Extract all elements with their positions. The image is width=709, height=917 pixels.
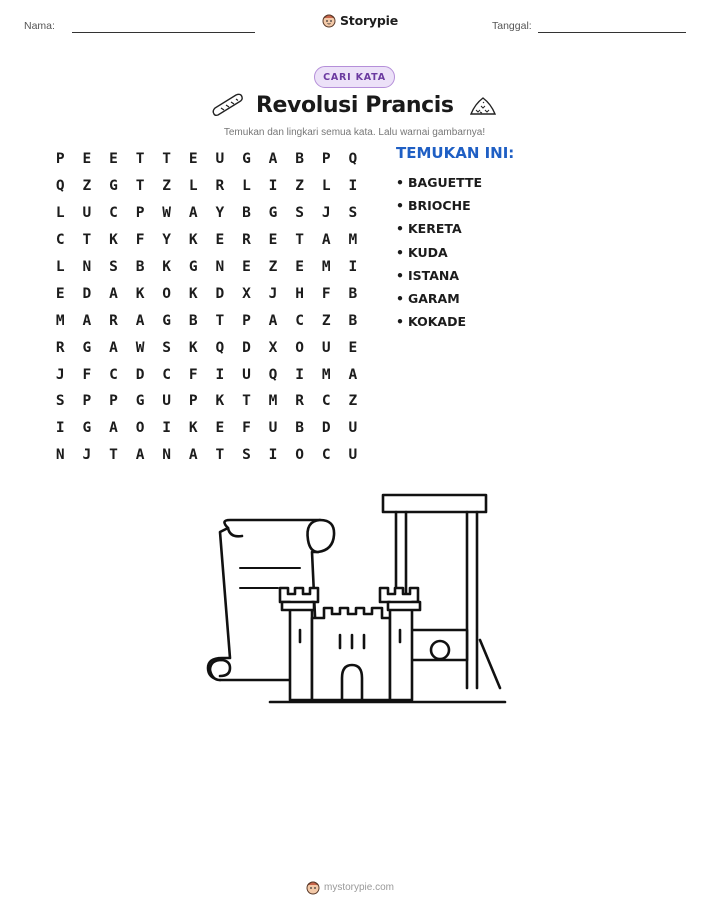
grid-letter[interactable]: U	[348, 447, 358, 464]
grid-letter[interactable]: T	[135, 151, 145, 168]
word-list-item	[396, 194, 482, 217]
grid-letter[interactable]: N	[162, 447, 172, 464]
grid-letter[interactable]: O	[162, 285, 172, 302]
grid-letter[interactable]: A	[348, 366, 358, 383]
grid-letter[interactable]: T	[295, 232, 304, 249]
grid-letter[interactable]: S	[162, 339, 172, 356]
grid-letter[interactable]: K	[109, 232, 118, 249]
grid-letter[interactable]: E	[295, 259, 304, 275]
grid-row	[47, 415, 366, 442]
word-list-item	[396, 217, 482, 240]
grid-letter[interactable]: F	[188, 366, 198, 383]
baguette-icon	[210, 92, 244, 118]
grid-letter[interactable]: F	[242, 420, 251, 437]
brand-logo	[322, 12, 398, 28]
grid-letter[interactable]: K	[215, 393, 225, 410]
grid-letter[interactable]: B	[348, 312, 358, 329]
grid-row	[47, 388, 366, 415]
grid-letter[interactable]: M	[268, 393, 278, 410]
bullet: •	[396, 244, 404, 260]
bullet: •	[396, 314, 404, 330]
grid-letter[interactable]: C	[109, 366, 118, 383]
grid-letter[interactable]: A	[109, 339, 118, 356]
grid-letter[interactable]: Q	[55, 178, 65, 195]
grid-letter[interactable]: R	[55, 339, 65, 356]
scroll-castle-guillotine-illustration	[200, 490, 510, 710]
bullet: •	[396, 198, 404, 214]
grid-letter[interactable]: E	[242, 259, 251, 275]
grid-letter[interactable]: F	[82, 366, 92, 383]
grid-letter[interactable]: E	[215, 232, 225, 249]
grid-letter[interactable]: N	[215, 259, 225, 275]
grid-letter[interactable]: G	[109, 178, 118, 195]
grid-letter[interactable]: G	[268, 205, 278, 222]
grid-letter[interactable]: D	[82, 285, 92, 302]
word-text: ISTANA	[408, 267, 460, 283]
grid-row	[47, 254, 366, 281]
footer-url: mystorypie.com	[324, 881, 395, 893]
grid-letter[interactable]: R	[109, 312, 118, 329]
word-list-title: TEMUKAN INI:	[396, 144, 515, 162]
grid-letter[interactable]: B	[295, 420, 304, 437]
grid-letter[interactable]: X	[268, 339, 278, 356]
grid-letter[interactable]: L	[188, 178, 198, 195]
grid-letter[interactable]: A	[109, 420, 118, 437]
grid-letter[interactable]: I	[295, 366, 304, 383]
bullet: •	[396, 221, 404, 237]
grid-letter[interactable]: E	[188, 151, 198, 168]
grid-row	[47, 227, 366, 254]
grid-letter[interactable]: A	[268, 151, 278, 168]
grid-letter[interactable]: U	[268, 420, 278, 437]
word-list-item	[396, 264, 482, 287]
grid-letter[interactable]: E	[55, 285, 65, 302]
grid-letter[interactable]: P	[188, 393, 198, 410]
grid-letter[interactable]: N	[82, 259, 92, 275]
grid-letter[interactable]: I	[162, 420, 172, 437]
grid-row	[47, 361, 366, 388]
grid-letter[interactable]: A	[321, 232, 331, 249]
grid-letter[interactable]: G	[162, 312, 172, 329]
grid-letter[interactable]: T	[215, 447, 225, 464]
grid-letter[interactable]: T	[162, 151, 172, 168]
grid-letter[interactable]: T	[242, 393, 251, 410]
grid-letter[interactable]: I	[268, 178, 278, 195]
word-text: BRIOCHE	[408, 198, 471, 214]
date-label: Tanggal:	[492, 20, 532, 32]
grid-letter[interactable]: U	[348, 420, 358, 437]
grid-letter[interactable]: Z	[82, 178, 92, 195]
grid-letter[interactable]: K	[188, 285, 198, 302]
grid-row	[47, 173, 366, 200]
grid-row	[47, 334, 366, 361]
grid-letter[interactable]: S	[109, 259, 118, 275]
grid-letter[interactable]: B	[295, 151, 304, 168]
grid-letter[interactable]: Q	[215, 339, 225, 356]
bullet: •	[396, 267, 404, 283]
instructions: Temukan dan lingkari semua kata. Lalu warnai gambarnya!	[223, 127, 486, 138]
word-list-item	[396, 287, 482, 310]
word-list-item	[396, 171, 482, 194]
grid-letter[interactable]: G	[242, 151, 251, 168]
grid-letter[interactable]: A	[109, 285, 118, 302]
grid-letter[interactable]: W	[135, 339, 145, 356]
grid-letter[interactable]: R	[242, 232, 251, 249]
bullet: •	[396, 291, 404, 307]
grid-letter[interactable]: Z	[321, 312, 331, 329]
grid-letter[interactable]: C	[321, 393, 331, 410]
grid-letter[interactable]: D	[321, 420, 331, 437]
grid-row	[47, 280, 366, 307]
grid-letter[interactable]: P	[321, 151, 331, 168]
grid-letter[interactable]: L	[55, 259, 65, 275]
grid-letter[interactable]: H	[295, 285, 304, 302]
bullet: •	[396, 175, 404, 191]
grid-letter[interactable]: P	[135, 205, 145, 222]
grid-letter[interactable]: O	[295, 447, 304, 464]
grid-letter[interactable]: U	[82, 205, 92, 222]
grid-letter[interactable]: L	[55, 205, 65, 222]
grid-letter[interactable]: E	[215, 420, 225, 437]
grid-letter[interactable]: E	[82, 151, 92, 168]
grid-letter[interactable]: S	[295, 205, 304, 222]
word-search-grid	[47, 146, 366, 469]
grid-letter[interactable]: K	[188, 232, 198, 249]
grid-letter[interactable]: B	[135, 259, 145, 275]
grid-letter[interactable]: J	[55, 366, 65, 383]
grid-letter[interactable]: Z	[348, 393, 358, 410]
grid-letter[interactable]: S	[55, 393, 65, 410]
grid-letter[interactable]: U	[162, 393, 172, 410]
date-line	[538, 32, 686, 33]
grid-letter[interactable]: G	[135, 393, 145, 410]
grid-letter[interactable]: A	[135, 312, 145, 329]
grid-letter[interactable]: A	[82, 312, 92, 329]
grid-letter[interactable]: I	[348, 178, 358, 195]
grid-letter[interactable]: I	[348, 259, 358, 275]
word-list	[396, 171, 482, 333]
grid-letter[interactable]: T	[215, 312, 225, 329]
grid-letter[interactable]: Y	[162, 232, 172, 249]
grid-letter[interactable]: R	[215, 178, 225, 195]
name-label: Nama:	[24, 20, 55, 32]
grid-letter[interactable]: P	[55, 151, 65, 168]
grid-letter[interactable]: A	[268, 312, 278, 329]
grid-letter[interactable]: Z	[162, 178, 172, 195]
grid-letter[interactable]: G	[188, 259, 198, 275]
grid-letter[interactable]: M	[55, 312, 65, 329]
grid-letter[interactable]: Q	[268, 366, 278, 383]
brand-name: Storypie	[340, 12, 398, 28]
grid-letter[interactable]: C	[321, 447, 331, 464]
grid-letter[interactable]: L	[242, 178, 251, 195]
grid-row	[47, 442, 366, 469]
word-text: BAGUETTE	[408, 175, 483, 191]
grid-letter[interactable]: S	[348, 205, 358, 222]
grid-letter[interactable]: L	[321, 178, 331, 195]
grid-letter[interactable]: J	[268, 285, 278, 302]
grid-letter[interactable]: X	[242, 285, 251, 302]
grid-letter[interactable]: W	[162, 205, 172, 222]
grid-letter[interactable]: N	[55, 447, 65, 464]
grid-letter[interactable]: C	[55, 232, 65, 249]
name-line	[72, 32, 255, 33]
grid-letter[interactable]: B	[188, 312, 198, 329]
grid-letter[interactable]: G	[82, 420, 92, 437]
grid-letter[interactable]: P	[82, 393, 92, 410]
grid-letter[interactable]: Z	[268, 259, 278, 275]
page-title: Revolusi Prancis	[256, 93, 454, 118]
storypie-mascot-icon	[306, 879, 320, 895]
grid-letter[interactable]: I	[268, 447, 278, 464]
grid-letter[interactable]: I	[55, 420, 65, 437]
storypie-mascot-icon	[322, 12, 336, 28]
activity-badge: CARI KATA	[314, 66, 395, 88]
grid-letter[interactable]: K	[135, 285, 145, 302]
grid-letter[interactable]: F	[321, 285, 331, 302]
grid-letter[interactable]: M	[321, 259, 331, 275]
word-text: KERETA	[408, 221, 462, 237]
grid-letter[interactable]: I	[215, 366, 225, 383]
grid-letter[interactable]: T	[82, 232, 92, 249]
grid-letter[interactable]: D	[135, 366, 145, 383]
grid-letter[interactable]: Z	[295, 178, 304, 195]
grid-letter[interactable]: C	[295, 312, 304, 329]
grid-letter[interactable]: F	[135, 232, 145, 249]
word-list-item	[396, 310, 482, 333]
grid-letter[interactable]: M	[321, 366, 331, 383]
grid-letter[interactable]: B	[242, 205, 251, 222]
grid-letter[interactable]: M	[348, 232, 358, 249]
grid-letter[interactable]: Y	[215, 205, 225, 222]
grid-letter[interactable]: A	[188, 205, 198, 222]
word-list-item	[396, 241, 482, 264]
grid-letter[interactable]: E	[268, 232, 278, 249]
grid-row	[47, 146, 366, 173]
grid-letter[interactable]: U	[321, 339, 331, 356]
grid-letter[interactable]: D	[242, 339, 251, 356]
footer	[306, 879, 394, 895]
word-text: KUDA	[408, 244, 448, 260]
grid-letter[interactable]: U	[242, 366, 251, 383]
grid-letter[interactable]: C	[162, 366, 172, 383]
grid-letter[interactable]: R	[295, 393, 304, 410]
salt-pile-icon	[469, 95, 497, 117]
grid-letter[interactable]: Q	[348, 151, 358, 168]
grid-letter[interactable]: O	[135, 420, 145, 437]
grid-letter[interactable]: U	[215, 151, 225, 168]
grid-row	[47, 200, 366, 227]
word-text: KOKADE	[408, 314, 467, 330]
grid-letter[interactable]: J	[82, 447, 92, 464]
grid-letter[interactable]: A	[188, 447, 198, 464]
grid-letter[interactable]: J	[321, 205, 331, 222]
grid-letter[interactable]: P	[109, 393, 118, 410]
grid-letter[interactable]: A	[135, 447, 145, 464]
grid-letter[interactable]: K	[188, 339, 198, 356]
grid-letter[interactable]: G	[82, 339, 92, 356]
grid-letter[interactable]: T	[135, 178, 145, 195]
word-text: GARAM	[408, 291, 460, 307]
grid-letter[interactable]: E	[109, 151, 118, 168]
grid-letter[interactable]: S	[242, 447, 251, 464]
grid-letter[interactable]: D	[215, 285, 225, 302]
grid-letter[interactable]: P	[242, 312, 251, 329]
grid-letter[interactable]: E	[348, 339, 358, 356]
grid-letter[interactable]: T	[109, 447, 118, 464]
grid-row	[47, 307, 366, 334]
grid-letter[interactable]: K	[162, 259, 172, 275]
grid-letter[interactable]: C	[109, 205, 118, 222]
grid-letter[interactable]: K	[188, 420, 198, 437]
grid-letter[interactable]: B	[348, 285, 358, 302]
grid-letter[interactable]: O	[295, 339, 304, 356]
